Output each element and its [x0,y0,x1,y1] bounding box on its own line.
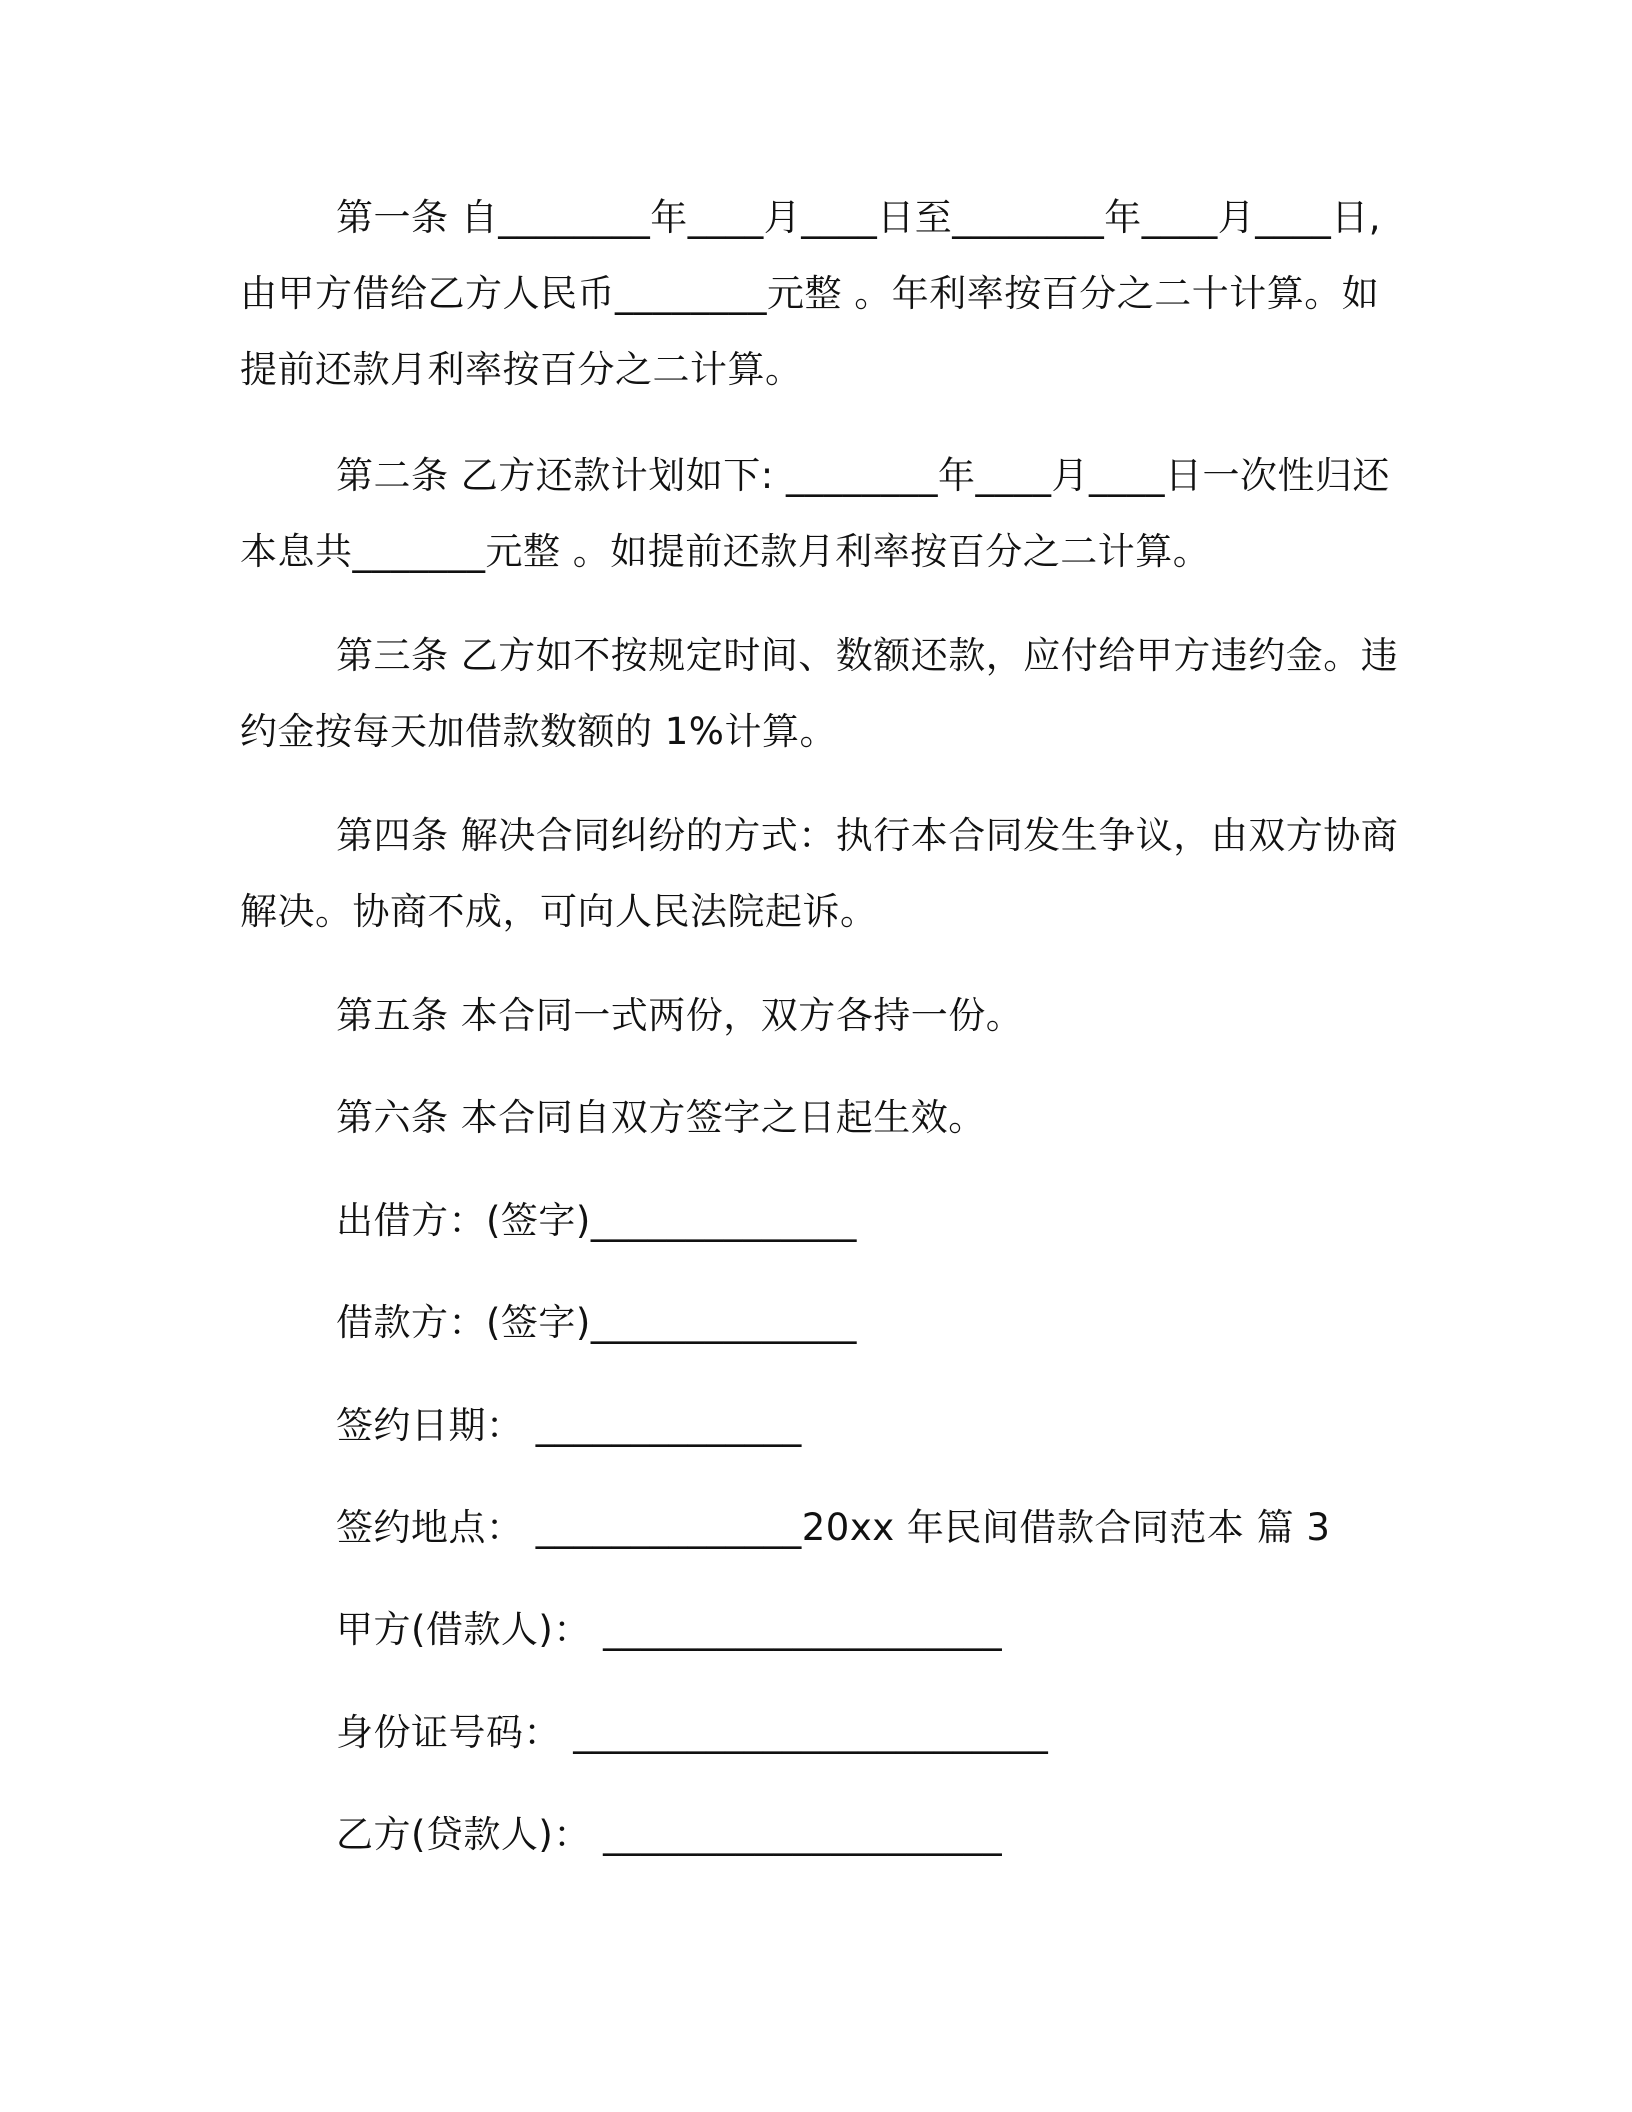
id-number-line: 身份证号码： _________________________ [336,1711,1049,1754]
article-2: 第二条 乙方还款计划如下: ________年____月____日一次性归还本息共_______元整 。如提前还款月利率按百分之二计算。 [240,454,1390,573]
article-6: 第六条 本合同自双方签字之日起生效。 [336,1096,986,1139]
article-5: 第五条 本合同一式两份，双方各持一份。 [336,994,1024,1037]
signing-date-line: 签约日期： ______________ [336,1404,802,1447]
party-a-line: 甲方(借款人)： _____________________ [336,1608,1003,1651]
article-1: 第一条 自________年____月____日至________年____月____日,由甲方借给乙方人民币________元整 。年利率按百分之二十计算。如提前还款月利率按百分之二计算。 [240,196,1382,391]
signing-place-line: 签约地点： ______________20xx 年民间借款合同范本 篇 3 [336,1506,1331,1549]
article-3: 第三条 乙方如不按规定时间、数额还款，应付给甲方违约金。违约金按每天加借款数额的 1%计算。 [240,634,1399,753]
borrower-signature-line: 借款方：(签字)______________ [336,1301,857,1344]
party-b-line: 乙方(贷款人)： _____________________ [336,1813,1003,1856]
article-4: 第四条 解决合同纠纷的方式：执行本合同发生争议，由双方协商解决。协商不成，可向人民法院起诉。 [240,814,1399,933]
lender-signature-line: 出借方：(签字)______________ [336,1199,857,1242]
